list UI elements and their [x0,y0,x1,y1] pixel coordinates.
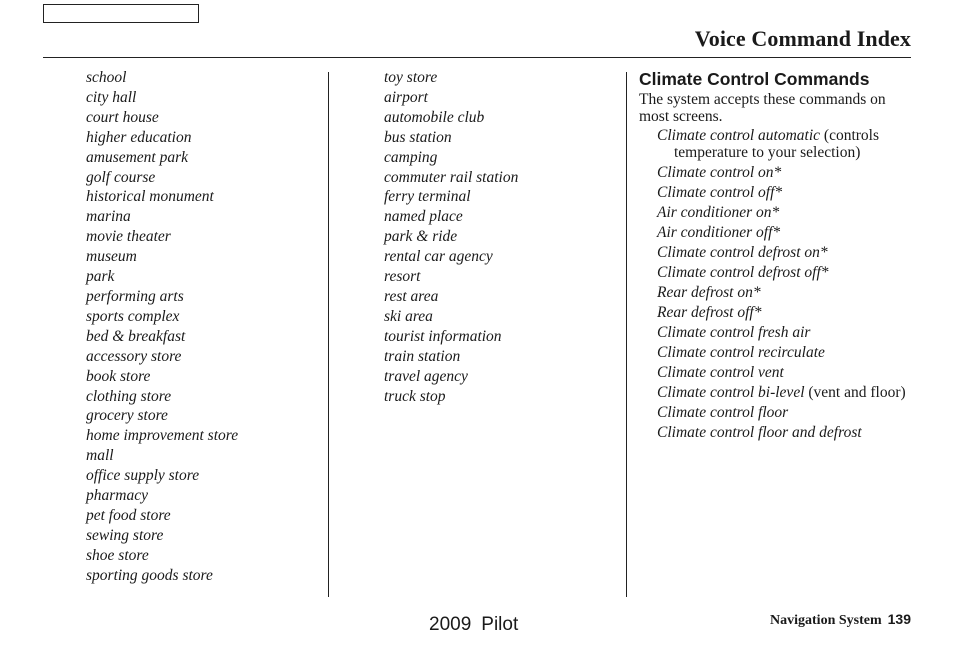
list-item: travel agency [384,367,468,385]
climate-command [639,204,914,221]
section-title: Climate Control Commands [639,69,870,89]
list-item: marina [86,208,131,226]
list-item: book store [86,367,151,385]
list-item: shoe store [86,546,149,564]
list-item: grocery store [86,407,168,425]
climate-command [639,344,914,361]
footer-section [770,611,911,629]
climate-command [639,264,914,281]
climate-command [639,324,914,341]
command-text: Climate control floor and defrost [657,424,862,441]
list-item: automobile club [384,108,485,126]
climate-control-section [639,68,914,444]
list-item: pet food store [86,506,171,524]
list-item: airport [384,88,428,106]
section-intro: The system accepts these commands on most screens. [639,91,886,125]
climate-command [639,127,914,161]
list-item: resort [384,268,421,286]
command-text: Climate control defrost off* [657,264,829,281]
climate-command [639,244,914,261]
climate-command-list [639,127,914,441]
footer-section-name: Navigation System [770,613,882,628]
list-item: historical monument [86,188,214,206]
list-item: performing arts [86,287,184,305]
list-item: train station [384,347,461,365]
list-item: camping [384,148,438,166]
list-item: park & ride [384,228,458,246]
command-text: Climate control vent [657,364,784,381]
command-text: Climate control floor [657,404,789,421]
command-text: Climate control on* [657,164,782,181]
list-item: bus station [384,128,452,146]
command-text: Climate control bi-level [657,384,805,401]
list-item: sewing store [86,526,164,544]
list-item: court house [86,108,159,126]
list-item: rest area [384,287,439,305]
list-item: golf course [86,168,156,186]
list-item: named place [384,208,463,226]
list-item: rental car agency [384,248,493,266]
list-item: mall [86,447,114,465]
climate-command [639,304,914,321]
climate-command [639,364,914,381]
climate-command [639,284,914,301]
climate-command [639,424,914,441]
list-item: amusement park [86,148,189,166]
command-text: Climate control defrost on* [657,244,828,261]
list-item: tourist information [384,327,502,345]
list-item: sports complex [86,307,180,325]
list-item: school [86,69,127,86]
list-item: bed & breakfast [86,327,186,345]
list-item: pharmacy [86,487,148,505]
command-text: Air conditioner off* [657,224,781,241]
climate-command [639,164,914,181]
list-item: toy store [384,69,438,86]
command-text: Climate control fresh air [657,324,811,341]
command-list-column-2 [384,68,518,406]
list-item: sporting goods store [86,566,213,584]
list-item: movie theater [86,228,171,246]
header-tab-box [43,4,199,23]
list-item: commuter rail station [384,168,519,186]
list-item: truck stop [384,387,446,405]
command-list-column-1 [86,68,238,586]
list-item: accessory store [86,347,182,365]
list-item: home improvement store [86,427,239,445]
command-text: Air conditioner on* [657,204,780,221]
climate-command [639,404,914,421]
footer-year: 2009 [429,614,472,635]
list-item: city hall [86,88,137,106]
footer-model-name: Pilot [481,614,519,635]
command-text: Climate control automatic [657,127,821,144]
command-note: (vent and floor) [804,384,906,401]
header-rule [43,57,911,58]
page-number: 139 [887,611,911,627]
column-divider-2 [626,72,627,597]
list-item: museum [86,248,137,266]
list-item: park [86,268,115,286]
climate-command [639,184,914,201]
climate-command [639,384,914,401]
list-item: clothing store [86,387,172,405]
list-item: office supply store [86,467,200,485]
list-item: higher education [86,128,192,146]
command-text: Climate control recirculate [657,344,825,361]
climate-command [639,224,914,241]
command-text: Rear defrost on* [657,284,761,301]
command-text: Climate control off* [657,184,783,201]
command-note: (controls temperature to your selection) [674,127,880,161]
list-item: ferry terminal [384,188,471,206]
page-title: Voice Command Index [694,26,911,51]
column-divider-1 [328,72,329,597]
list-item: ski area [384,307,433,325]
command-text: Rear defrost off* [657,304,762,321]
footer-model [429,614,518,636]
